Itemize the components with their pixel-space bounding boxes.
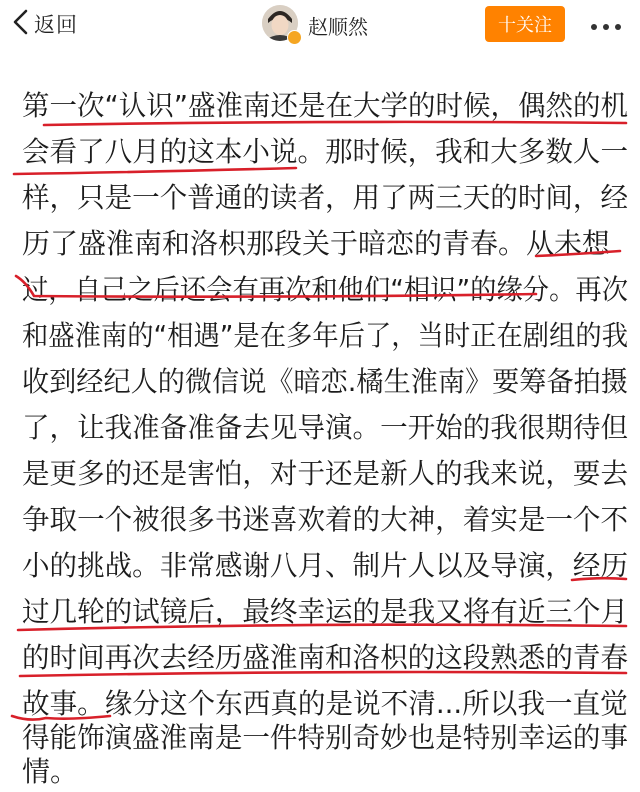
- post-line: 第一次“认识”盛淮南还是在大学的时候，偶然的机: [22, 89, 629, 122]
- underline-mark: [14, 168, 296, 174]
- underline-mark: [20, 672, 626, 676]
- verified-badge-icon: [287, 30, 302, 45]
- follow-button[interactable]: 十关注: [485, 6, 565, 42]
- underline-mark: [16, 276, 536, 297]
- post-line: 收到经纪人的微信说《暗恋.橘生淮南》要筹备拍摄: [22, 365, 628, 398]
- underline-mark: [12, 716, 110, 720]
- post-line: 的时间再次去经历盛淮南和洛枳的这段熟悉的青春: [22, 641, 629, 674]
- chevron-left-icon: [12, 9, 30, 39]
- post-line: 样，只是一个普通的读者，用了两三天的时间，经: [22, 181, 629, 214]
- post-line: 过几轮的试镜后，最终幸运的是我又将有近三个月: [22, 595, 629, 628]
- post-line: 小的挑战。非常感谢八月、制片人以及导演，经历: [22, 549, 629, 582]
- underline-mark: [18, 625, 626, 630]
- post-line: 会看了八月的这本小说。那时候，我和大多数人一: [22, 135, 629, 168]
- post-line: 故事。缘分这个东西真的是说不清...所以我一直觉: [22, 687, 628, 720]
- post-line: 得能饰演盛淮南是一件特别奇妙也是特别幸运的事: [22, 721, 629, 754]
- post-line: 过，自己之后还会有再次和他们“相识”的缘分。再次: [22, 273, 629, 306]
- underline-mark: [44, 122, 626, 125]
- underline-mark: [536, 251, 620, 256]
- back-button[interactable]: [12, 8, 78, 40]
- underline-mark: [572, 578, 626, 580]
- post-line: 争取一个被很多书迷喜欢着的大神，着实是一个不: [22, 503, 629, 536]
- post-line: 是更多的还是害怕，对于还是新人的我来说，要去: [22, 457, 629, 490]
- top-bar: [0, 0, 640, 50]
- post-line: 情。: [22, 755, 79, 788]
- username[interactable]: 赵顺然: [308, 15, 368, 39]
- back-label: 返回: [34, 13, 78, 37]
- post-line: 了，让我准备准备去见导演。一开始的我很期待但: [22, 411, 629, 444]
- post-line: 和盛淮南的“相遇”是在多年后了，当时正在剧组的我: [22, 319, 629, 352]
- more-dots-icon: [589, 16, 623, 35]
- more-button[interactable]: [586, 10, 626, 40]
- post-line: 历了盛淮南和洛枳那段关于暗恋的青春。从未想: [22, 227, 611, 260]
